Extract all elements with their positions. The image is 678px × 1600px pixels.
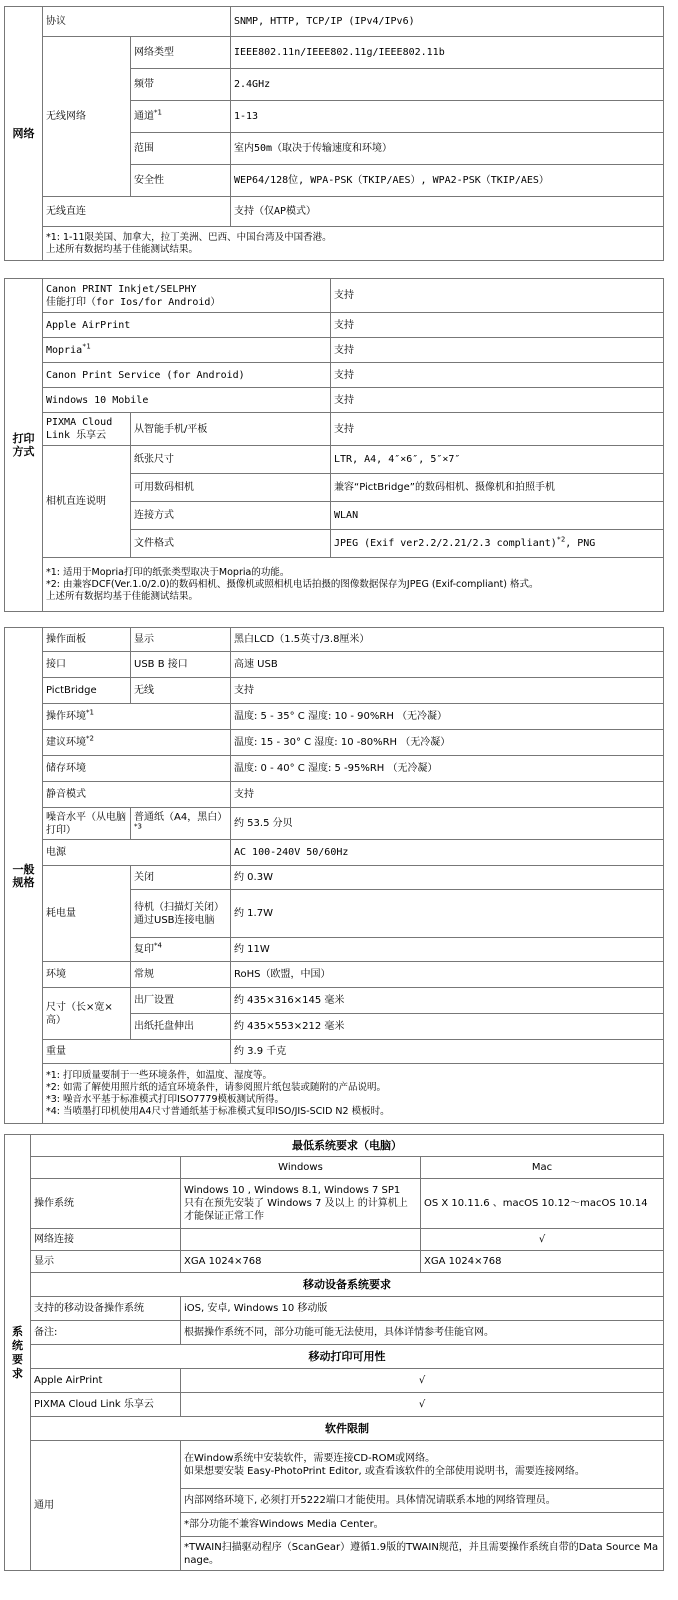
wireless-row-label: 通道$^{*1}$ (131, 101, 231, 133)
interface-sub-label: USB B 接口 (131, 652, 231, 678)
wireless-row-label: 网络类型 (131, 37, 231, 69)
wireless-row-value: IEEE802.11n/IEEE802.11g/IEEE802.11b (231, 37, 664, 69)
camera-label: 相机直连说明 (43, 446, 131, 558)
software-general-label: 通用 (31, 1441, 181, 1571)
power-label: 电源 (43, 840, 231, 866)
general-notes: *1: 打印质量要制于一些环境条件，如温度、湿度等。 *2: 如需了解使用照片纸的适宜环境条件，请参阅照片纸包装或随附的产品说明。 *3: 噪音水平基于标准模式打印ISO7779模板测试所得。 *4: 当喷墨打印机使用A4尺寸普通纸基于标准模式复印ISO/JIS-SCID N2 模板时。 (43, 1064, 664, 1124)
software-note: *部分功能不兼容Windows Media Center。 (181, 1513, 664, 1537)
software-note: *TWAIN扫描驱动程序（ScanGear）遵循1.9版的TWAIN规范，并且需要操作系统自带的Data Source Manage。 (181, 1537, 664, 1571)
camera-row-label: 连接方式 (131, 502, 331, 530)
software-note: 内部网络环境下, 必须打开5222端口才能使用。具体情况请联系本地的网络管理员。 (181, 1489, 664, 1513)
blank-header-cell (31, 1157, 181, 1179)
size-sub-label: 出厂设置 (131, 988, 231, 1014)
print-method-value: 支持 (331, 388, 664, 413)
section-printing: 打印 方式 (5, 279, 43, 612)
print-method-value: 支持 (331, 363, 664, 388)
wireless-row-value: 1-13 (231, 101, 664, 133)
display-mac-value: XGA 1024×768 (421, 1251, 664, 1273)
wireless-row-label: 范围 (131, 133, 231, 165)
panel-sub-label: 显示 (131, 628, 231, 652)
pc-requirements-title: 最低系统要求（电脑） (31, 1135, 664, 1157)
wireless-row-value: 2.4GHz (231, 69, 664, 101)
consumption-value: 约 0.3W (231, 866, 664, 890)
consumption-label: 耗电量 (43, 866, 131, 962)
camera-row-value: WLAN (331, 502, 664, 530)
power-value: AC 100-240V 50/60Hz (231, 840, 664, 866)
os-mac-value: OS X 10.11.6 、macOS 10.12～macOS 10.14 (421, 1179, 664, 1229)
display-windows-value: XGA 1024×768 (181, 1251, 421, 1273)
print-method-label: Mopria$^{*1}$ (43, 338, 331, 363)
print-method-label: Canon PRINT Inkjet/SELPHY 佳能打印（for Ios/for Android） (43, 279, 331, 313)
compat-label: PIXMA Cloud Link 乐享云 (31, 1393, 181, 1417)
compat-check: √ (181, 1393, 664, 1417)
section-system: 系 统 要 求 (5, 1135, 31, 1571)
printing-notes: *1: 适用于Mopria打印的纸张类型取决于Mopria的功能。 *2: 由兼容DCF(Ver.1.0/2.0)的数码相机、摄像机或照相机电话拍摄的图像数据保存为JPEG (Exif-compliant) 格式。 上述所有数据均基于佳能测试结果。 (43, 558, 664, 612)
mobile-os-label: 支持的移动设备操作系统 (31, 1297, 181, 1321)
size-label: 尺寸（长×宽×高） (43, 988, 131, 1040)
general-table (4, 627, 664, 1124)
weight-value: 约 3.9 千克 (231, 1040, 664, 1064)
camera-row-label: 纸张尺寸 (131, 446, 331, 474)
wireless-row-label: 频带 (131, 69, 231, 101)
direct-value: 支持（仅AP模式） (231, 197, 664, 227)
camera-row-value: JPEG (Exif ver2.2/2.21/2.3 compliant)$^{*2}$, PNG (331, 530, 664, 558)
environment-sub-label: 常规 (131, 962, 231, 988)
consumption-sub-label: 待机（扫描灯关闭） 通过USB连接电脑 (131, 890, 231, 938)
weight-label: 重量 (43, 1040, 231, 1064)
env-label: 建议环境$^{*2}$ (43, 730, 231, 756)
consumption-sub-label: 复印$^{*4}$ (131, 938, 231, 962)
pictbridge-sub-label: 无线 (131, 678, 231, 704)
network-mac-check: √ (421, 1229, 664, 1251)
cloud-value: 支持 (331, 413, 664, 446)
noise-value: 约 53.5 分贝 (231, 808, 664, 840)
pictbridge-label: PictBridge (43, 678, 131, 704)
environment-label: 环境 (43, 962, 131, 988)
print-method-label: Windows 10 Mobile (43, 388, 331, 413)
section-network: 网络 (5, 7, 43, 261)
print-method-label: Apple AirPrint (43, 313, 331, 338)
environment-value: RoHS（欧盟，中国） (231, 962, 664, 988)
noise-label: 噪音水平（从电脑打印） (43, 808, 131, 840)
mac-column-header: Mac (421, 1157, 664, 1179)
software-limits-title: 软件限制 (31, 1417, 664, 1441)
protocol-value: SNMP, HTTP, TCP/IP (IPv4/IPv6) (231, 7, 664, 37)
compat-check: √ (181, 1369, 664, 1393)
env-value: 支持 (231, 782, 664, 808)
protocol-label: 协议 (43, 7, 231, 37)
print-method-value: 支持 (331, 313, 664, 338)
noise-sub-label: 普通纸（A4，黑白）$^{*3}$ (131, 808, 231, 840)
size-value: 约 435×316×145 毫米 (231, 988, 664, 1014)
env-label: 操作环境$^{*1}$ (43, 704, 231, 730)
panel-label: 操作面板 (43, 628, 131, 652)
network-notes: *1: 1-11限美国、加拿大，拉丁美洲、巴西、中国台湾及中国香港。 上述所有数据均基于佳能测试结果。 (43, 227, 664, 261)
interface-label: 接口 (43, 652, 131, 678)
camera-row-label: 可用数码相机 (131, 474, 331, 502)
env-label: 储存环境 (43, 756, 231, 782)
pictbridge-value: 支持 (231, 678, 664, 704)
direct-label: 无线直连 (43, 197, 231, 227)
network-table (4, 6, 664, 261)
section-general: 一般 规格 (5, 628, 43, 1124)
network-connection-label: 网络连接 (31, 1229, 181, 1251)
software-note: 在Window系统中安装软件，需要连接CD-ROM或网络。 如果想要安装 Easy-PhotoPrint Editor, 或查看该软件的全部使用说明书，需要连接网络。 (181, 1441, 664, 1489)
mobile-os-value: iOS, 安卓, Windows 10 移动版 (181, 1297, 664, 1321)
camera-row-value: 兼容“PictBridge”的数码相机、摄像机和拍照手机 (331, 474, 664, 502)
printing-table (4, 278, 664, 612)
consumption-value: 约 1.7W (231, 890, 664, 938)
env-value: 温度: 0 - 40° C 湿度: 5 -95%RH （无冷凝） (231, 756, 664, 782)
os-label: 操作系统 (31, 1179, 181, 1229)
size-value: 约 435×553×212 毫米 (231, 1014, 664, 1040)
mobile-requirements-title: 移动设备系统要求 (31, 1273, 664, 1297)
camera-row-value: LTR, A4, 4″×6″, 5″×7″ (331, 446, 664, 474)
mobile-note-value: 根据操作系统不同，部分功能可能无法使用，具体详情参考佳能官网。 (181, 1321, 664, 1345)
wireless-row-label: 安全性 (131, 165, 231, 197)
wireless-row-value: 室内50m（取决于传输速度和环境） (231, 133, 664, 165)
print-method-label: Canon Print Service (for Android) (43, 363, 331, 388)
interface-value: 高速 USB (231, 652, 664, 678)
consumption-value: 约 11W (231, 938, 664, 962)
env-label: 静音模式 (43, 782, 231, 808)
env-value: 温度: 5 - 35° C 湿度: 10 - 90%RH （无冷凝） (231, 704, 664, 730)
display-label: 显示 (31, 1251, 181, 1273)
wireless-row-value: WEP64/128位, WPA-PSK（TKIP/AES）, WPA2-PSK（TKIP/AES） (231, 165, 664, 197)
camera-row-label: 文件格式 (131, 530, 331, 558)
size-sub-label: 出纸托盘伸出 (131, 1014, 231, 1040)
consumption-sub-label: 关闭 (131, 866, 231, 890)
windows-column-header: Windows (181, 1157, 421, 1179)
system-table (4, 1134, 664, 1571)
os-windows-value: Windows 10 , Windows 8.1, Windows 7 SP1 只有在预先安装了 Windows 7 及以上 的计算机上才能保证正常工作 (181, 1179, 421, 1229)
print-method-value: 支持 (331, 338, 664, 363)
cloud-sub-label: 从智能手机/平板 (131, 413, 331, 446)
compat-label: Apple AirPrint (31, 1369, 181, 1393)
print-method-value: 支持 (331, 279, 664, 313)
network-windows-value (181, 1229, 421, 1251)
env-value: 温度: 15 - 30° C 湿度: 10 -80%RH （无冷凝） (231, 730, 664, 756)
mobile-print-title: 移动打印可用性 (31, 1345, 664, 1369)
panel-value: 黑白LCD（1.5英寸/3.8厘米） (231, 628, 664, 652)
cloud-label: PIXMA Cloud Link 乐享云 (43, 413, 131, 446)
mobile-note-label: 备注: (31, 1321, 181, 1345)
wireless-label: 无线网络 (43, 37, 131, 197)
